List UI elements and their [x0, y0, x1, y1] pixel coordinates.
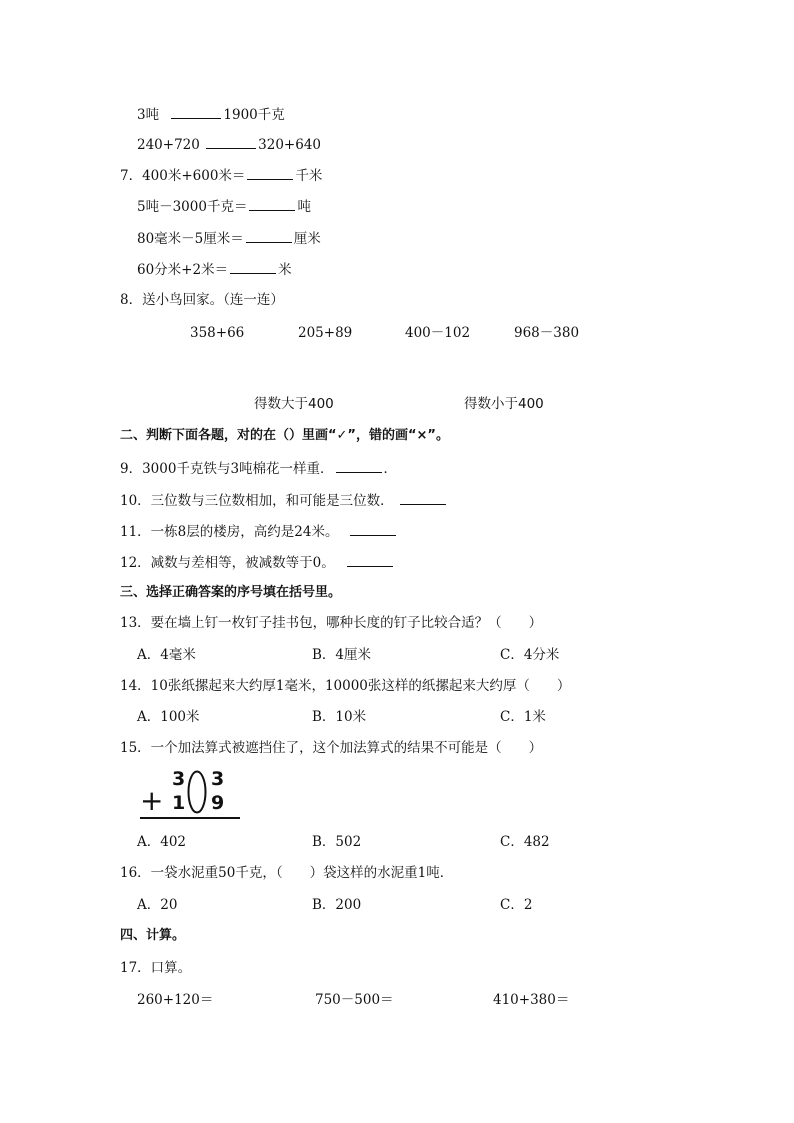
q7-row-2: 80毫米－5厘米＝ 厘米: [137, 228, 321, 249]
q8-title: 8．送小鸟回家。（连一连）: [120, 292, 284, 308]
q15-text: 15．一个加法算式被遮挡住了，这个加法算式的结果不可能是（ ）: [120, 740, 543, 756]
answer-blank[interactable]: [249, 196, 295, 211]
q15-addition-figure: [140, 768, 242, 820]
cover-oval-icon: [187, 770, 207, 814]
q15-option-a[interactable]: A．402: [137, 834, 187, 850]
q13-text: 13．要在墙上钉一枚钉子挂书包，哪种长度的钉子比较合适？（ ）: [120, 615, 543, 631]
q8-home-greater[interactable]: 得数大于400: [254, 396, 334, 412]
q8-home-less[interactable]: 得数小于400: [464, 396, 544, 412]
q16-option-c[interactable]: C．2: [500, 897, 533, 913]
q6-row1: [137, 104, 285, 125]
q15-plus-sign: +: [140, 784, 164, 817]
answer-blank[interactable]: [246, 228, 292, 243]
section-4-heading: 四、计算。: [120, 928, 186, 943]
q11: 11．一栋8层的楼房，高约是24米。: [120, 521, 398, 542]
answer-blank[interactable]: [171, 104, 221, 119]
q14-option-c[interactable]: C．1米: [500, 709, 546, 725]
q8-expr-1[interactable]: 358+66: [190, 325, 245, 341]
q12: 12．减数与差相等，被减数等于0。: [120, 552, 395, 573]
q6-row1-right: 1900千克: [223, 107, 285, 123]
q15-option-b[interactable]: B．502: [312, 834, 362, 850]
answer-blank[interactable]: [347, 552, 393, 567]
q14-text: 14．10张纸摞起来大约厚1毫米，10000张这样的纸摞起来大约厚（ ）: [120, 678, 571, 694]
q17-item-2: 750－500＝: [315, 992, 394, 1008]
q7-row-1: 5吨－3000千克＝ 吨: [137, 196, 311, 217]
q15-option-c[interactable]: C．482: [500, 834, 550, 850]
q7-row-3: 60分米+2米＝ 米: [137, 259, 292, 280]
q14-option-b[interactable]: B．10米: [312, 709, 367, 725]
q15-top-digit-1: 3: [172, 768, 186, 790]
q8-expr-4[interactable]: 968－380: [514, 325, 580, 341]
q15-sum-line: [140, 817, 240, 819]
q10: 10．三位数与三位数相加，和可能是三位数．: [120, 490, 448, 511]
q17-title: 17．口算。: [120, 960, 192, 976]
section-3-heading: 三、选择正确答案的序号填在括号里。: [120, 585, 342, 600]
q8-expr-2[interactable]: 205+89: [298, 325, 353, 341]
q17-item-1: 260+120＝: [137, 992, 214, 1008]
answer-blank[interactable]: [206, 134, 256, 149]
q13-option-a[interactable]: A．4毫米: [137, 647, 196, 663]
section-2-heading: 二、判断下面各题，对的在（）里画“✓”，错的画“×”。: [120, 428, 449, 443]
answer-blank[interactable]: [336, 458, 382, 473]
q6-row2-left: 240+720: [137, 137, 200, 153]
q16-option-a[interactable]: A．20: [137, 897, 178, 913]
q15-top-digit-2: 3: [211, 768, 225, 790]
q13-option-b[interactable]: B．4厘米: [312, 647, 372, 663]
q15-bottom-digit-2: 9: [211, 792, 225, 814]
answer-blank[interactable]: [247, 165, 293, 180]
q14-option-a[interactable]: A．100米: [137, 709, 200, 725]
q6-row1-left: 3吨: [137, 107, 160, 123]
q9: 9．3000千克铁与3吨棉花一样重． ．: [120, 458, 397, 479]
answer-blank[interactable]: [400, 490, 446, 505]
q8-expr-3[interactable]: 400－102: [405, 325, 471, 341]
answer-blank[interactable]: [230, 259, 276, 274]
answer-blank[interactable]: [350, 521, 396, 536]
q7-intro: 7．400米+600米＝ 千米: [120, 165, 322, 186]
q17-item-3: 410+380＝: [493, 992, 570, 1008]
q15-bottom-digit-1: 1: [172, 792, 186, 814]
q16-text: 16．一袋水泥重50千克，（ ）袋这样的水泥重1吨．: [120, 865, 454, 881]
q6-row2-right: 320+640: [258, 137, 322, 153]
q16-option-b[interactable]: B．200: [312, 897, 362, 913]
q13-option-c[interactable]: C．4分米: [500, 647, 560, 663]
q6-row2: [137, 134, 321, 155]
